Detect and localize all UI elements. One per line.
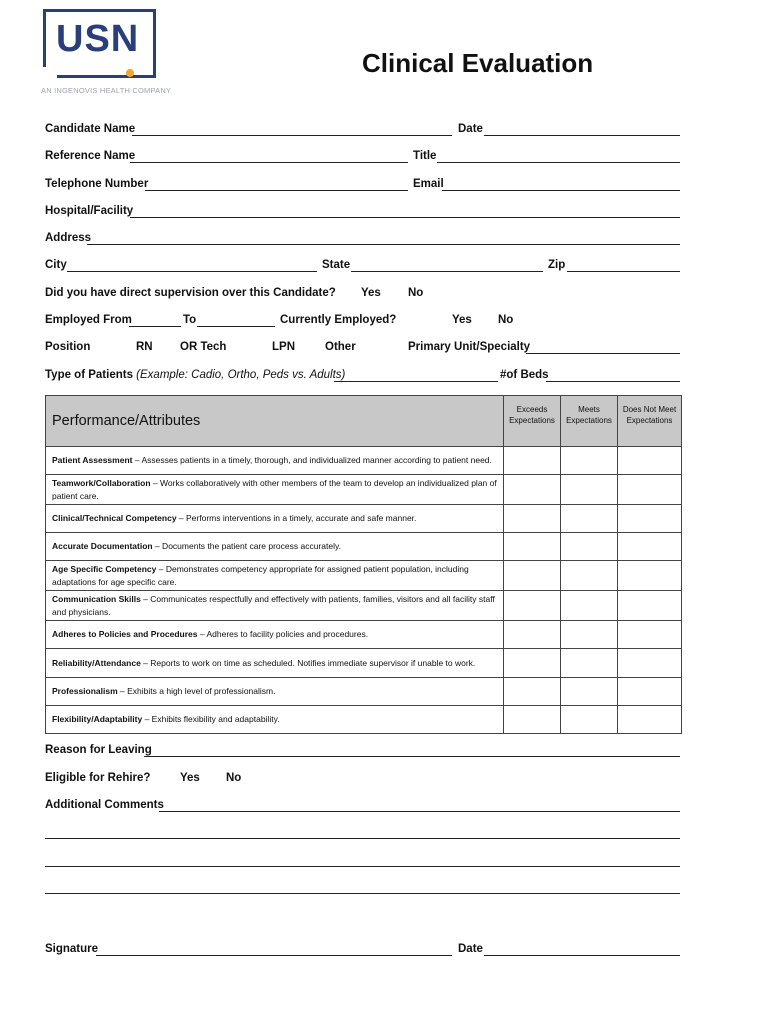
comments-field-line-3[interactable] [45,866,680,867]
rating-cell-exceeds[interactable] [504,561,561,591]
rating-cell-meets[interactable] [561,533,618,561]
rating-cell-exceeds[interactable] [504,533,561,561]
rating-cell-exceeds[interactable] [504,649,561,678]
rating-cell-does-not-meet[interactable] [618,591,682,621]
rating-cell-meets[interactable] [561,447,618,475]
table-row [46,706,682,734]
city-label: City [45,259,67,271]
attribute-name: Communication Skills [52,594,141,604]
employed-from-field[interactable] [129,326,181,327]
attribute-name: Professionalism [52,686,118,697]
supervision-question: Did you have direct supervision over this Candidate? [45,287,336,299]
attribute-description [46,649,504,678]
reference-name-field[interactable] [130,162,408,163]
table-row [46,475,682,505]
attribute-text: – Performs interventions in a timely, accurate and safe manner. [176,513,417,524]
signature-label: Signature [45,943,99,955]
rating-cell-meets[interactable] [561,621,618,649]
rehire-no-option[interactable]: No [226,772,242,784]
supervision-no-option[interactable]: No [408,287,424,299]
table-row [46,678,682,706]
logo-tagline: AN INGENOVIS HEALTH COMPANY [41,86,172,95]
rehire-label: Eligible for Rehire? [45,772,151,784]
email-label: Email [413,178,444,190]
table-row [46,561,682,591]
attribute-name: Age Specific Competency [52,564,157,574]
attribute-text: – Works collaboratively with other members of the team to develop an individualized plan of patient care. [52,478,497,501]
rating-cell-does-not-meet[interactable] [618,561,682,591]
rating-cell-exceeds[interactable] [504,505,561,533]
table-row [46,533,682,561]
attribute-description [46,505,504,533]
rehire-yes-option[interactable]: Yes [180,772,200,784]
attribute-name: Reliability/Attendance [52,657,141,668]
position-lpn-option[interactable]: LPN [272,341,295,353]
rating-cell-meets[interactable] [561,561,618,591]
hospital-field[interactable] [130,217,680,218]
date-field[interactable] [484,135,680,136]
table-row [46,621,682,649]
title-label: Title [413,150,437,162]
table-row [46,505,682,533]
rating-cell-does-not-meet[interactable] [618,678,682,706]
email-field[interactable] [442,190,680,191]
attribute-name: Patient Assessment [52,455,133,466]
state-label: State [322,259,351,271]
attribute-name: Adheres to Policies and Procedures [52,629,198,640]
attribute-name: Accurate Documentation [52,541,153,552]
currently-employed-yes-option[interactable]: Yes [452,314,472,326]
currently-employed-no-option[interactable]: No [498,314,514,326]
performance-table [45,395,682,734]
attribute-description [46,533,504,561]
rating-cell-exceeds[interactable] [504,678,561,706]
patients-field[interactable] [334,381,498,382]
rating-cell-meets[interactable] [561,505,618,533]
primary-unit-label: Primary Unit/Specialty [408,341,531,353]
attribute-text: – Assesses patients in a timely, thorough, and individualized manner according to patient need. [132,455,492,466]
attribute-name: Clinical/Technical Competency [52,513,177,524]
rating-cell-meets[interactable] [561,591,618,621]
page-title: Clinical Evaluation [362,48,594,78]
signature-date-label: Date [458,943,483,955]
attribute-description [46,678,504,706]
rating-cell-does-not-meet[interactable] [618,533,682,561]
attribute-description [46,706,504,734]
rating-cell-meets[interactable] [561,475,618,505]
rating-cell-exceeds[interactable] [504,621,561,649]
employed-to-field[interactable] [197,326,275,327]
hospital-label: Hospital/Facility [45,205,134,217]
rating-cell-does-not-meet[interactable] [618,621,682,649]
attribute-text: – Reports to work on time as scheduled. Notifies immediate supervisor if unable to work. [140,657,476,668]
rating-cell-exceeds[interactable] [504,706,561,734]
attribute-description [46,475,504,505]
attribute-text: – Exhibits flexibility and adaptability. [142,714,280,725]
attribute-name: Flexibility/Adaptability [52,714,143,725]
telephone-field[interactable] [145,190,408,191]
rating-cell-does-not-meet[interactable] [618,649,682,678]
rating-cell-meets[interactable] [561,649,618,678]
date-label: Date [458,123,483,135]
comments-field-line-1[interactable] [159,811,680,812]
state-field[interactable] [351,271,543,272]
comments-label: Additional Comments [45,799,164,811]
rating-cell-does-not-meet[interactable] [618,706,682,734]
patients-example: (Example: Cadio, Ortho, Peds vs. Adults) [136,369,346,381]
rating-cell-exceeds[interactable] [504,475,561,505]
attribute-description [46,591,504,621]
column-meets: Meets Expectations [561,396,618,447]
rating-cell-meets[interactable] [561,678,618,706]
comments-field-line-4[interactable] [45,893,680,894]
beds-field[interactable] [546,381,680,382]
attribute-text: – Communicates respectfully and effectively with patients, families, visitors and all facility staff and physicians. [52,594,495,617]
comments-field-line-2[interactable] [45,838,680,839]
primary-unit-field[interactable] [526,353,680,354]
reason-leaving-label: Reason for Leaving [45,744,152,756]
performance-header: Performance/Attributes [46,396,504,447]
position-other-option[interactable]: Other [325,341,356,353]
rating-cell-exceeds[interactable] [504,591,561,621]
beds-label: #of Beds [500,369,549,381]
table-row [46,447,682,475]
rating-cell-meets[interactable] [561,706,618,734]
patients-label-text: Type of Patients [45,369,133,381]
position-or-tech-option[interactable]: OR Tech [180,341,227,353]
attribute-description [46,447,504,475]
reference-name-label: Reference Name [45,150,136,162]
attribute-text: – Adheres to facility policies and procedures. [197,629,369,640]
rating-cell-does-not-meet[interactable] [618,447,682,475]
supervision-yes-option[interactable]: Yes [361,287,381,299]
rating-cell-exceeds[interactable] [504,447,561,475]
address-label: Address [45,232,92,244]
employed-from-label: Employed From [45,314,132,326]
patients-label [45,369,345,381]
attribute-text: – Documents the patient care process accurately. [152,541,341,552]
attribute-text: – Exhibits a high level of professionalism. [117,686,276,697]
zip-field[interactable] [567,271,680,272]
rating-cell-does-not-meet[interactable] [618,505,682,533]
signature-date-field[interactable] [484,955,680,956]
column-does-not-meet: Does Not Meet Expectations [618,396,682,447]
attribute-description [46,561,504,591]
table-row [46,649,682,678]
signature-field[interactable] [96,955,452,956]
attribute-text: – Demonstrates competency appropriate for assigned patient population, including adaptations for age specific care. [52,564,469,587]
position-label: Position [45,341,91,353]
position-rn-option[interactable]: RN [136,341,153,353]
attribute-name: Teamwork/Collaboration [52,478,151,488]
logo: USN [56,18,140,60]
currently-employed-label: Currently Employed? [280,314,397,326]
table-row [46,591,682,621]
rating-cell-does-not-meet[interactable] [618,475,682,505]
candidate-name-label: Candidate Name [45,123,136,135]
address-field[interactable] [87,244,680,245]
logo-dot-icon [126,69,134,77]
candidate-name-field[interactable] [132,135,452,136]
reason-leaving-field[interactable] [144,756,680,757]
zip-label: Zip [548,259,566,271]
attribute-description [46,621,504,649]
city-field[interactable] [67,271,317,272]
column-exceeds: Exceeds Expectations [504,396,561,447]
telephone-label: Telephone Number [45,178,149,190]
title-field[interactable] [437,162,680,163]
employed-to-label: To [183,314,197,326]
